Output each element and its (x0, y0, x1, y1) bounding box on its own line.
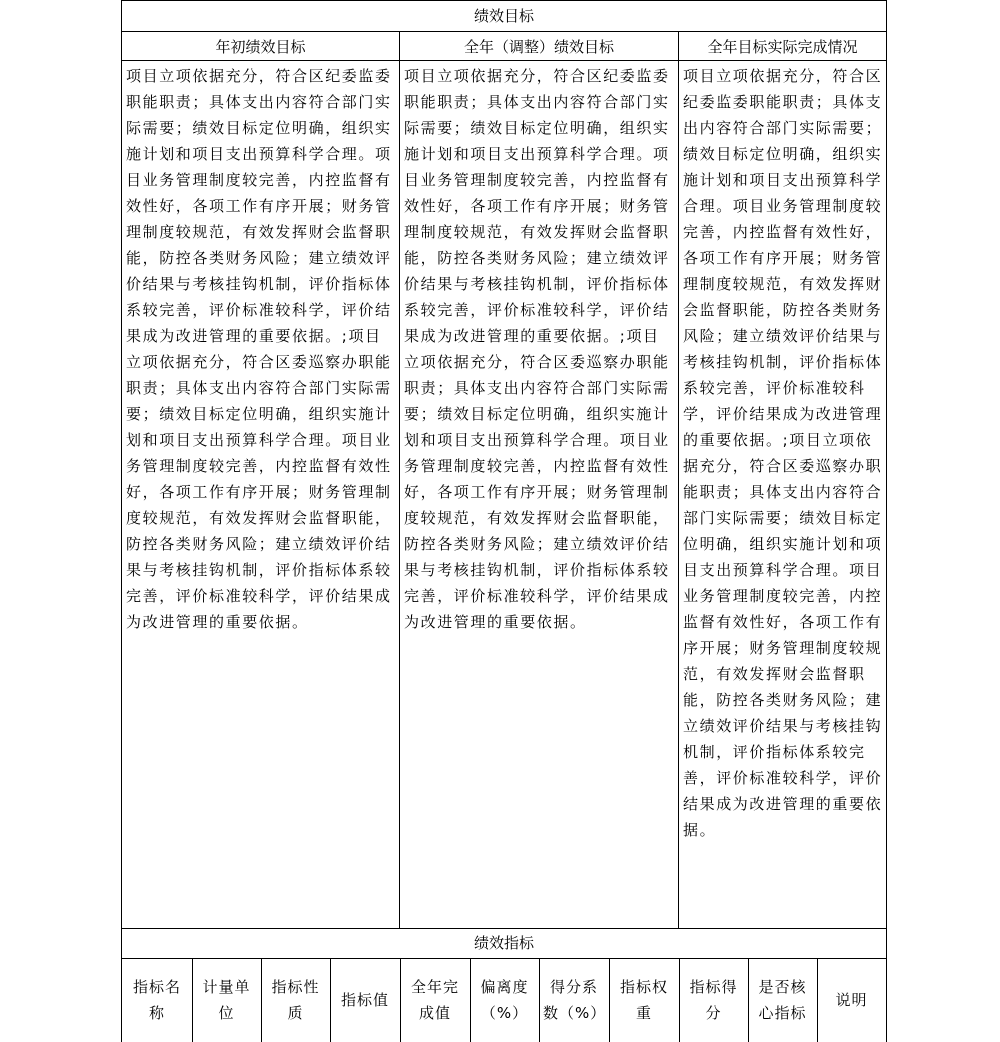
metric-col-core-indicator: 是否核心指标 (758, 978, 807, 1022)
column-divider (678, 31, 679, 928)
metrics-section-title: 绩效指标 (473, 934, 534, 952)
performance-table (121, 0, 887, 1042)
adjusted-goal-header: 全年（调整）绩效目标 (463, 38, 614, 56)
metric-col-deviation: 偏离度（%） (480, 978, 529, 1022)
metric-col-score: 指标得分 (689, 978, 738, 1022)
metric-col-unit: 计量单位 (202, 978, 251, 1022)
actual-completion-header: 全年目标实际完成情况 (707, 38, 858, 56)
metric-col-nature: 指标性质 (271, 978, 320, 1022)
metric-col-weight: 指标权重 (619, 978, 668, 1022)
metric-col-annual-completion: 全年完成值 (410, 978, 459, 1022)
initial-goal-text: 项目立项依据充分，符合区纪委监委职能职责；具体支出内容符合部门实际需要；绩效目标定位明确，组织实施计划和项目支出预算科学合理。项目业务管理制度较完善，内控监督有效性好，各项工作有序开展；财务管理制度较规范，有效发挥财会监督职能，防控各类财务风险；建立绩效评价结果与考核挂钩机制，评价指标体系较完善，评价标准较科学，评价结果成为改进管理的重要依据。;项目立项依据充分，符合区委巡察办职能职责；具体支出内容符合部门实际需要；绩效目标定位明确，组织实施计划和项目支出预算科学合理。项目业务管理制度较完善，内控监督有效性好，各项工作有序开展；财务管理制度较规范，有效发挥财会监督职能，防控各类财务风险；建立绩效评价结果与考核挂钩机制，评价指标体系较完善，评价标准较科学，评价结果成为改进管理的重要依据。 (126, 67, 392, 631)
initial-goal-header: 年初绩效目标 (215, 38, 306, 56)
goals-section-title: 绩效目标 (473, 7, 534, 25)
table-rule (122, 60, 886, 61)
metric-col-score-coefficient: 得分系数（%） (543, 978, 607, 1022)
table-rule-top (122, 0, 886, 1)
metric-col-target-value: 指标值 (340, 991, 389, 1009)
adjusted-goal-text: 项目立项依据充分，符合区纪委监委职能职责；具体支出内容符合部门实际需要；绩效目标定位明确，组织实施计划和项目支出预算科学合理。项目业务管理制度较完善，内控监督有效性好，各项工作有序开展；财务管理制度较规范，有效发挥财会监督职能，防控各类财务风险；建立绩效评价结果与考核挂钩机制，评价指标体系较完善，评价标准较科学，评价结果成为改进管理的重要依据。;项目立项依据充分，符合区委巡察办职能职责；具体支出内容符合部门实际需要；绩效目标定位明确，组织实施计划和项目支出预算科学合理。项目业务管理制度较完善，内控监督有效性好，各项工作有序开展；财务管理制度较规范，有效发挥财会监督职能，防控各类财务风险；建立绩效评价结果与考核挂钩机制，评价指标体系较完善，评价标准较科学，评价结果成为改进管理的重要依据。 (404, 67, 670, 631)
actual-completion-text: 项目立项依据充分，符合区纪委监委职能职责；具体支出内容符合部门实际需要；绩效目标定位明确，组织实施计划和项目支出预算科学合理。项目业务管理制度较完善，内控监督有效性好，各项工作有序开展；财务管理制度较规范，有效发挥财会监督职能，防控各类财务风险；建立绩效评价结果与考核挂钩机制，评价指标体系较完善，评价标准较科学，评价结果成为改进管理的重要依据。;项目立项依据充分，符合区委巡察办职能职责；具体支出内容符合部门实际需要；绩效目标定位明确，组织实施计划和项目支出预算科学合理。项目业务管理制度较完善，内控监督有效性好，各项工作有序开展；财务管理制度较规范，有效发挥财会监督职能，防控各类财务风险；建立绩效评价结果与考核挂钩机制，评价指标体系较完善，评价标准较科学，评价结果成为改进管理的重要依据。 (683, 67, 883, 839)
table-rule (122, 31, 886, 32)
column-divider (399, 31, 400, 928)
table-rule (122, 928, 886, 929)
metric-col-notes: 说明 (835, 991, 868, 1009)
metric-col-name: 指标名称 (132, 978, 181, 1022)
